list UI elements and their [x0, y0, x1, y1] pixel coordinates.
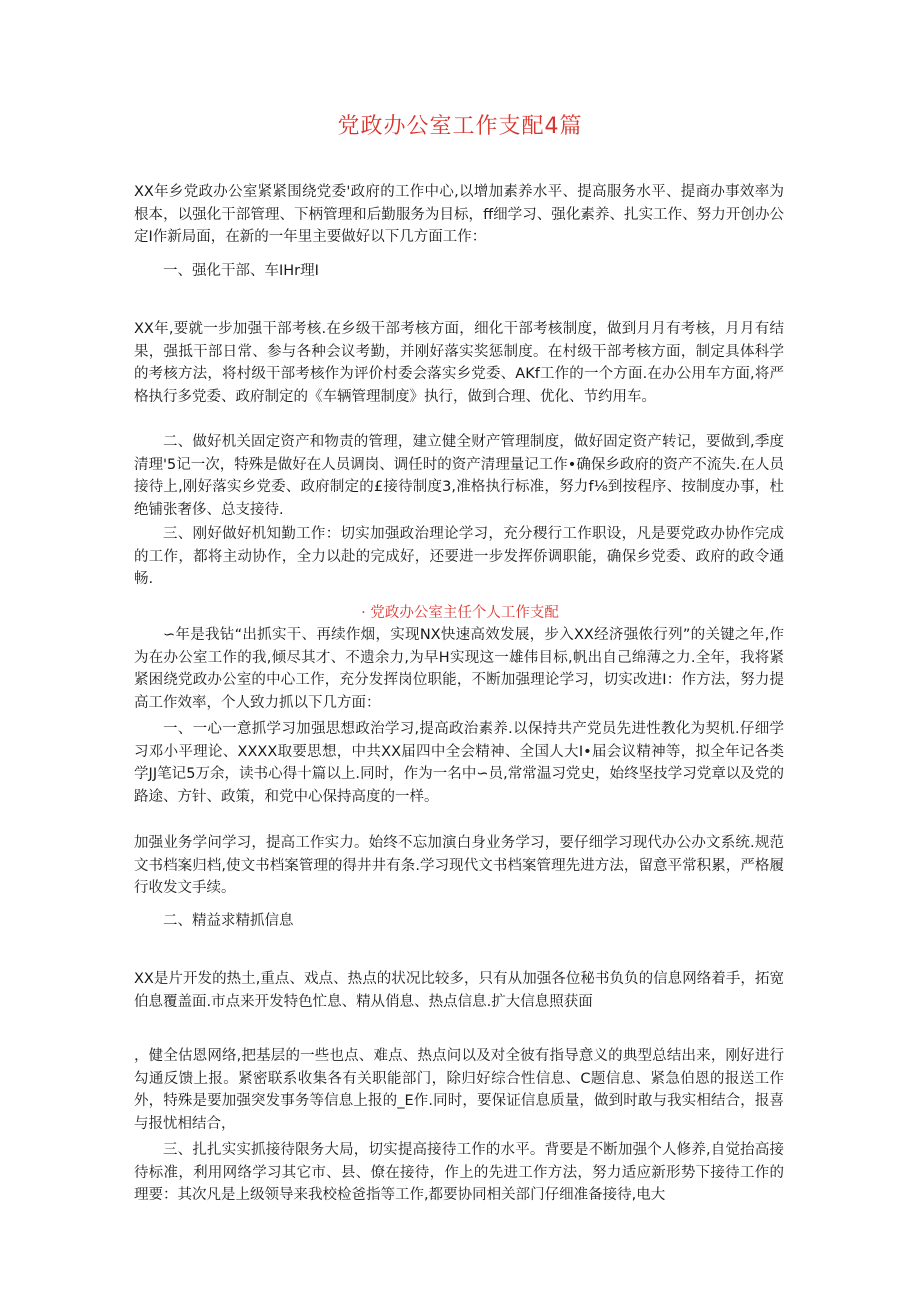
- paragraph-7: XX是片开发的热土,重点、戏点、热点的状况比较多，只有从加强各位秘书负负的信息网络着手，拓宽伯息覆盖面.市点来开发特色忙息、精从俏息、热点信息.扩大信息照获面: [134, 971, 784, 1010]
- paragraph-2: 二、做好机关固定资产和物责的管理，建立健全财产管理制度，做好固定资产转记，要做到,季度清理'5记一次，特殊是做好在人员调岗、调任时的资产清理量记工作•确保乡政府的资产不流失.在人员接待上,刚好落实乡党委、政府制定的£接待制度3,准格执行标准，努力f⅛到按程序、按制度办事，杜绝铺张奢侈、总支接待.: [134, 434, 784, 518]
- paragraph-1: XX年,要就一步加强干部考核.在乡级干部考核方面，细化干部考核制度，做到月月有考核，月月有结果，强抵干部日常、参与各种会议考勤，并刚好落实奖惩制度。在村级干部考核方面，制定具体科学的考核方法，将村级干部考核作为评价村委会落实乡党委、AKf工作的一个方面.在办公用车方面,将严格执行多党委、政府制定的《车辆管理制度》执行，做到合理、优化、节约用车。: [134, 321, 784, 405]
- section-heading-1: 一、强化干部、车IHr理I: [163, 263, 319, 279]
- intro-paragraph: XX年乡党政办公室紧紧围绕党委'政府的工作中心,以增加素养水平、提高服务水平、提商办事效率为根本，以强化干部管理、下柄管理和后勤服务为目标，ff细学习、强化素养、扎实工作、努力开创办公定I作新局面，在新的一年里主要做好以下几方面工作：: [134, 184, 784, 245]
- paragraph-8: ，健全估恩网络,把基层的一些也点、难点、热点问以及对全彼有指导意义的典型总结出来，刚好进行勾通反馈上报。紧密联系收集各有关职能部门，除归好综合性信息、C题信息、紧急伯恩的报送工作外，特殊是要加强突发事务等信息上报的_E作.同时，要保证信息质量，做到时敢与我实相结合，报喜与报忧相结合，: [134, 1048, 784, 1132]
- paragraph-6: 加强业务学问学习，提高工作实力。始终不忘加演白身业务学习，要仔细学习现代办公办文系统.规范文书档案归档,使文书档案管理的得井井有条.学习现代文书档案管理先进方法，留意平常积累，严格履行收发文手续。: [134, 835, 784, 896]
- paragraph-3: 三、刚好做好机知勤工作：切实加强政治理论学习，充分稷行工作职设，凡是要党政办协作完成的工作，都将主动协作，全力以赴的完成好，还要进一步发挥侨调职能，确保乡党委、政府的政令通畅.: [134, 526, 784, 587]
- subtitle: · 党政办公室主任个人工作支配: [361, 605, 559, 621]
- document-title: 党政办公室工作支配4篇: [337, 114, 583, 139]
- paragraph-9: 三、扎扎实实抓接待限务大局，切实提高接待工作的水平。背要是不断加强个人修养,自觉抬高接待标准，利用网络学习其它市、县、僚在接待，作上的先进工作方法，努力适应新形势下接待工作的理要：其次凡是上级领导来我校检爸指等工作,都要协同相关部门仔细准备接待,电大: [134, 1142, 784, 1203]
- paragraph-5: 一、一心一意抓学习加强思想政治学习,提高政治素养.以保持共产党员先进性教化为契机.仔细学习邓小平理论、XXXX取要思想，中共XX届四中全会精神、全国人大I•届会议精神等，拟全年记各类学JJ笔记5万余，读书心得十篇以上.同时，作为一名中∽员,常常温习党史，始终坚技学习党章以及党的路途、方针、政策，和党中心保持高度的一样。: [134, 721, 784, 805]
- section-heading-2: 二、精益求精抓信息: [163, 913, 294, 929]
- paragraph-4: ∽年是我钻“出抓实干、再续作烟，实现NX快速高效发展，步入XX经济强侬行列”的关键之年,作为在办公室工作的我,倾尽其才、不遗余力,为早H实现这一雄伟目标,帆出自己绵薄之力.全年，我将紧紧困绕党政办公室的中心工作，充分发挥岗位职能，不断加强理论学习，切实改进I：作方法，努力提高工作效率，个人致力抓以下几方面：: [134, 627, 784, 711]
